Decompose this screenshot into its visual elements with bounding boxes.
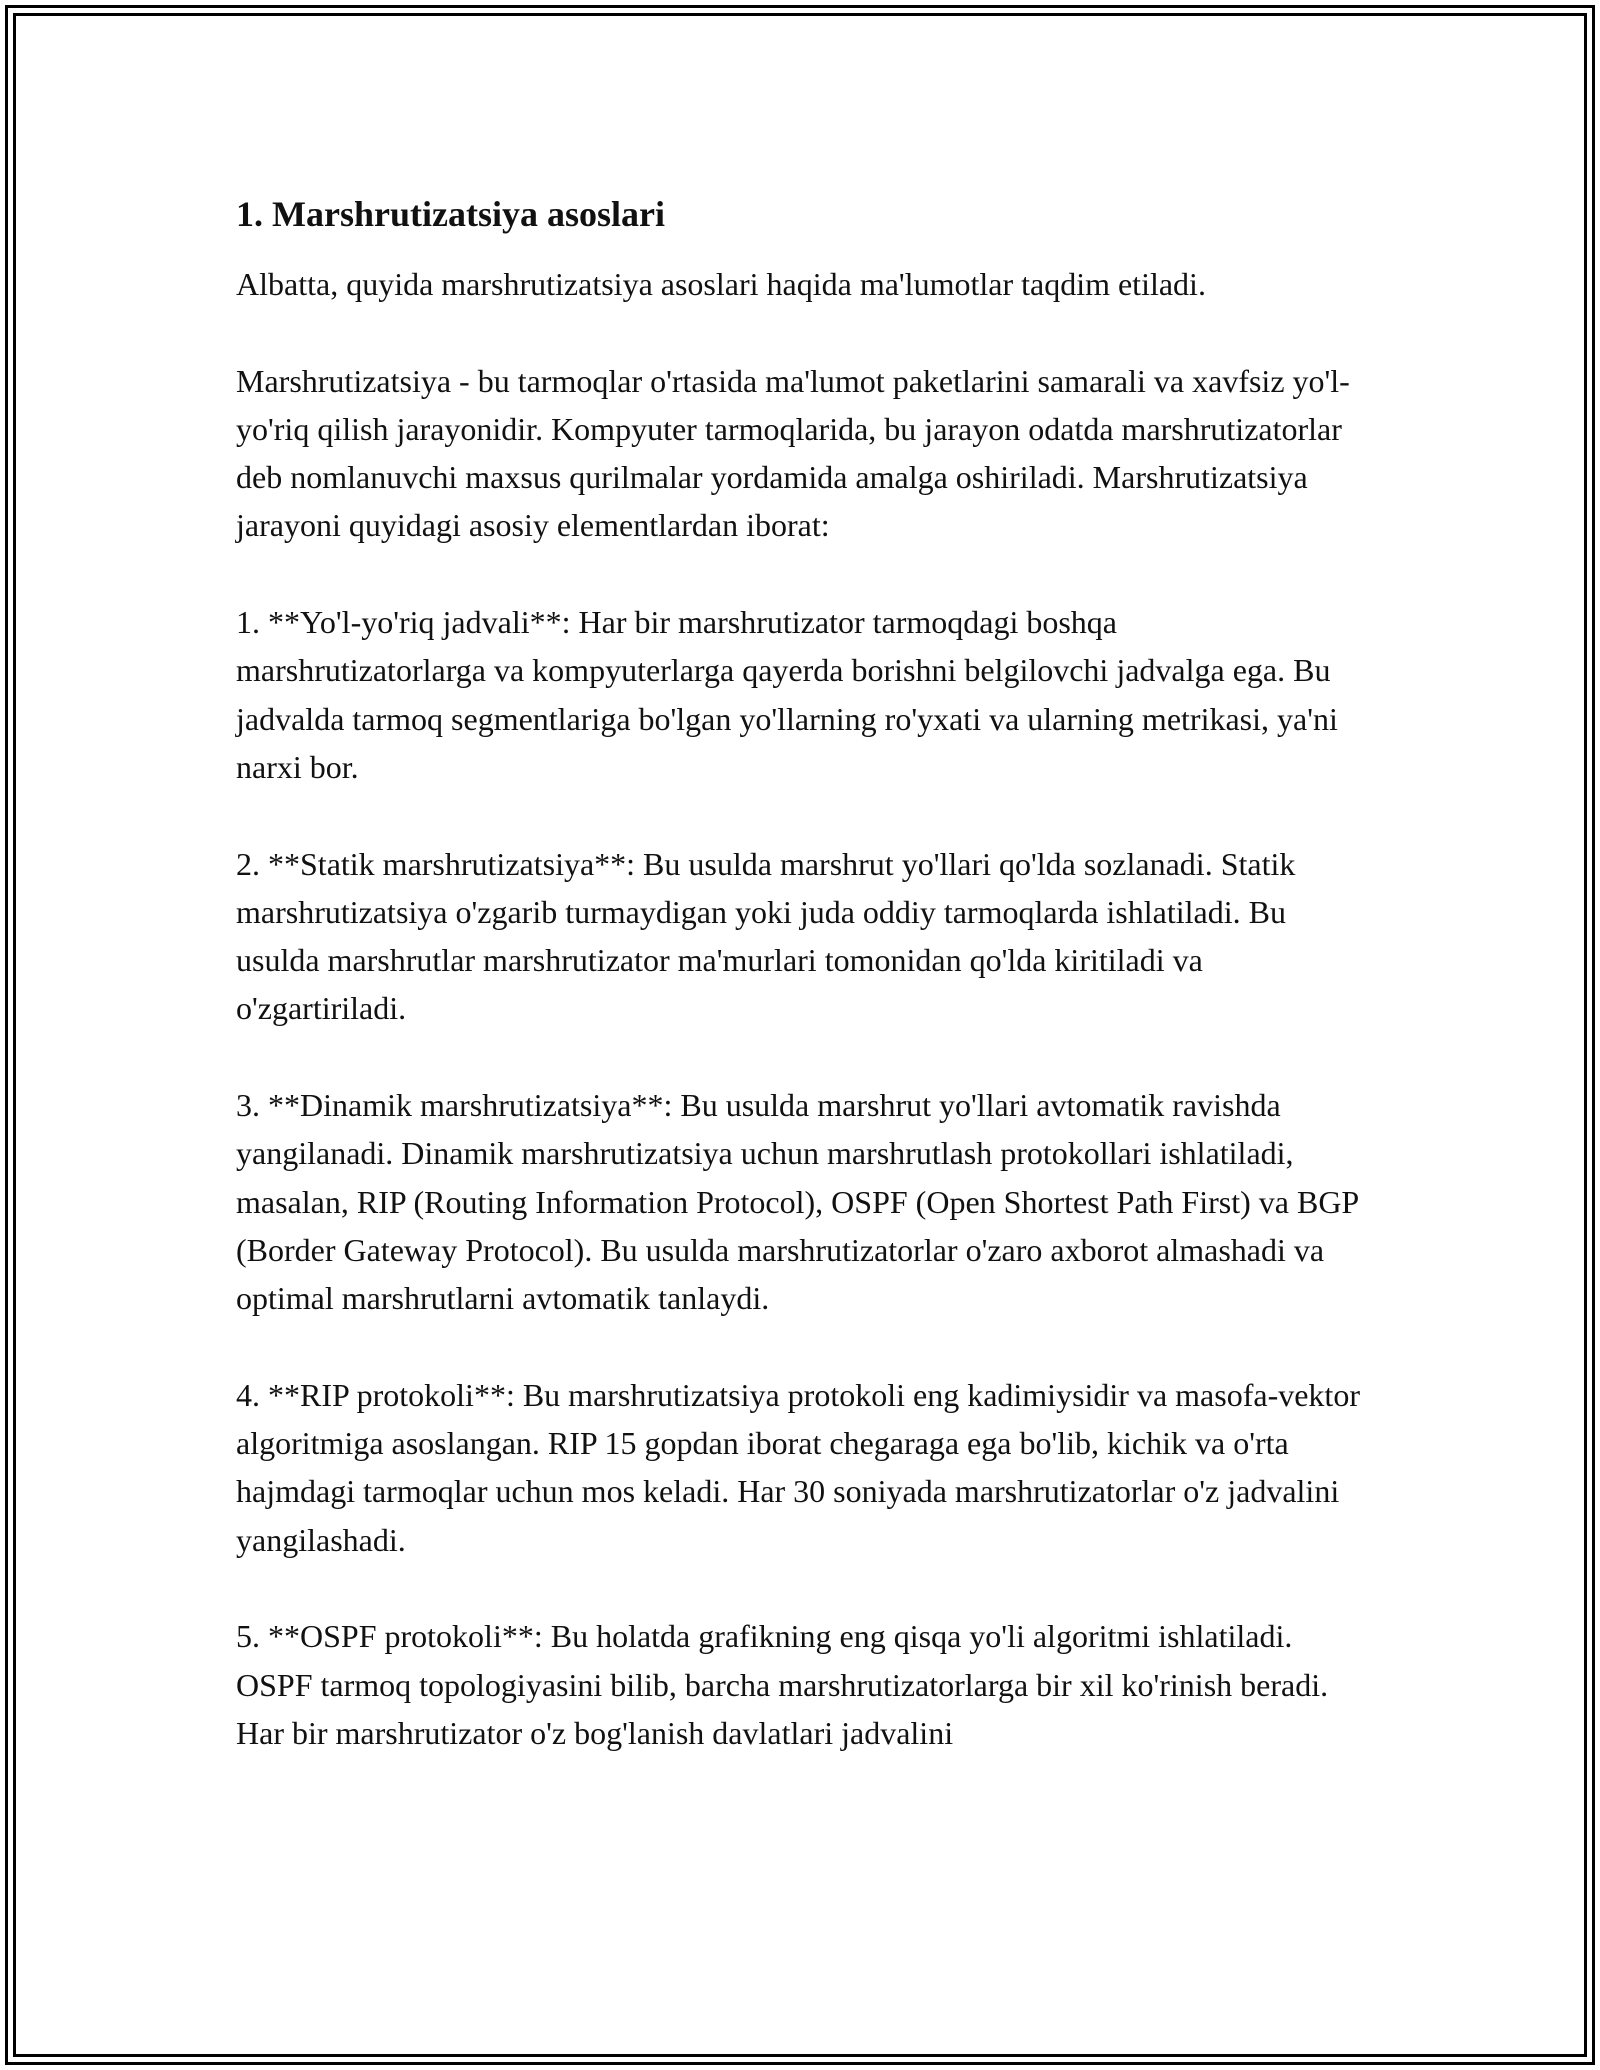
- paragraph-rip-protocol: 4. **RIP protokoli**: Bu marshrutizatsiya protokoli eng kadimiysidir va masofa-vektor algoritmiga asoslangan. RIP 15 gopdan iborat chegaraga ega bo'lib, kichik va o'rta hajmdagi tarmoqlar uchun mos keladi. Har 30 soniyada marshrutizatorlar o'z jadvalini yangilashadi.: [236, 1376, 1360, 1558]
- paragraph-dynamic-routing: 3. **Dinamik marshrutizatsiya**: Bu usulda marshrut yo'llari avtomatik ravishda yangilanadi. Dinamik marshrutizatsiya uchun marshrutlash protokollari ishlatiladi, masalan, RIP (Routing Information Protocol), OSPF (Open Shortest Path First) va BGP (Border Gateway Protocol). Bu usulda marshrutizatorlar o'zaro axborot almashadi va optimal marshrutlarni avtomatik tanlaydi.: [236, 1087, 1359, 1317]
- paragraph-intro: Albatta, quyida marshrutizatsiya asoslari haqida ma'lumotlar taqdim etiladi.: [236, 266, 1206, 302]
- paragraph-static-routing: 2. **Statik marshrutizatsiya**: Bu usulda marshrut yo'llari qo'lda sozlanadi. Statik marshrutizatsiya o'zgarib turmaydigan yoki juda oddiy tarmoqlarda ishlatiladi. Bu usulda marshrutlar marshrutizator ma'murlari tomonidan qo'lda kiritiladi va o'zgartiriladi.: [236, 845, 1296, 1027]
- document-body: [236, 188, 1366, 1806]
- paragraph-ospf-protocol: 5. **OSPF protokoli**: Bu holatda grafikning eng qisqa yo'li algoritmi ishlatiladi. OSPF tarmoq topologiyasini bilib, barcha marshrutizatorlarga bir xil ko'rinish beradi. Har bir marshrutizator o'z bog'lanish davlatlari jadvalini: [236, 1618, 1329, 1751]
- paragraph-definition: Marshrutizatsiya - bu tarmoqlar o'rtasida ma'lumot paketlarini samarali va xavfsiz yo'l-yo'riq qilish jarayonidir. Kompyuter tarmoqlarida, bu jarayon odatda marshrutizatorlar deb nomlanuvchi maxsus qurilmalar yordamida amalga oshiriladi. Marshrutizatsiya jarayoni quyidagi asosiy elementlardan iborat:: [236, 362, 1350, 544]
- document-title: 1. Marshrutizatsiya asoslari: [236, 194, 665, 234]
- paragraph-routing-table: 1. **Yo'l-yo'riq jadvali**: Har bir marshrutizator tarmoqdagi boshqa marshrutizatorlarga va kompyuterlarga qayerda borishni belgilovchi jadvalga ega. Bu jadvalda tarmoq segmentlariga bo'lgan yo'llarning ro'yxati va ularning metrikasi, ya'ni narxi bor.: [236, 604, 1338, 785]
